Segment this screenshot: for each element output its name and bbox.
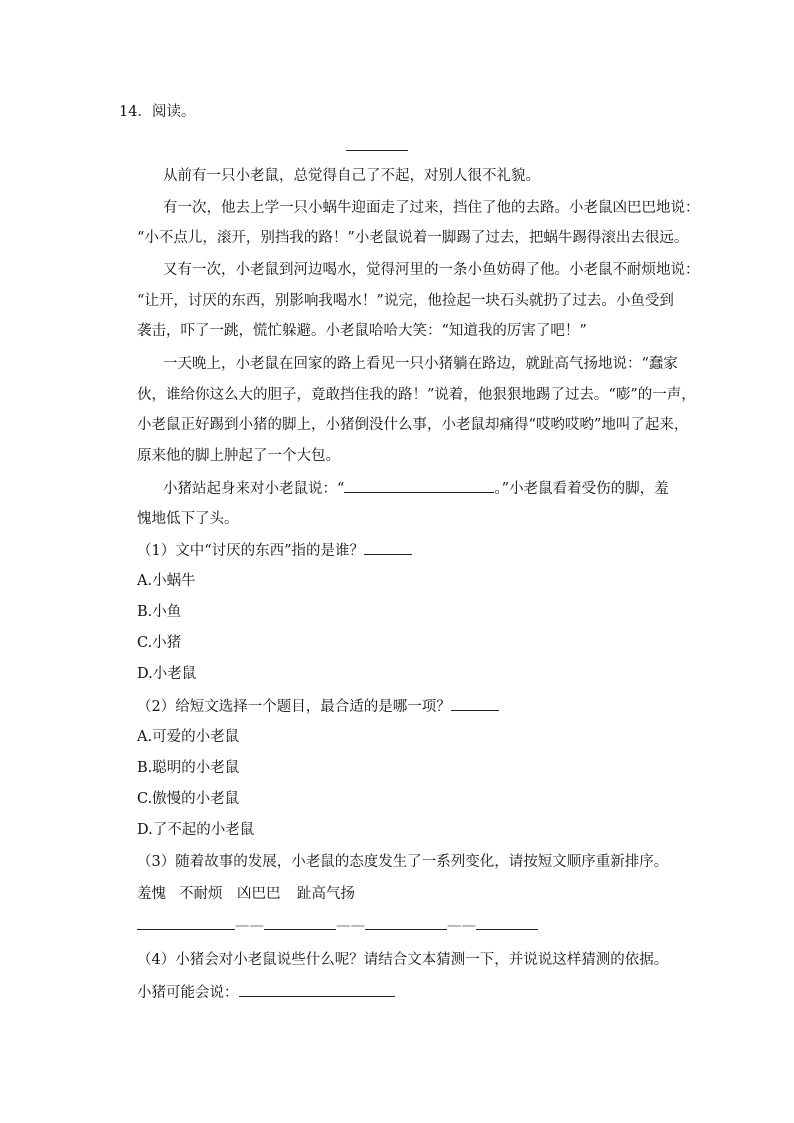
q4-answer-label: 小猪可能会说： — [137, 985, 239, 1001]
story-p5-text-b: 。”小老鼠看着受伤的脚，羞 — [494, 481, 669, 497]
q4-answer-line — [137, 982, 395, 1003]
q1-option-c[interactable]: C.小猪 — [137, 635, 182, 651]
q2-stem — [137, 696, 499, 717]
q2-option-d[interactable]: D.了不起的小老鼠 — [137, 822, 255, 838]
q4-stem: （4）小猪会对小老鼠说些什么呢？请结合文本猜测一下，并说说这样猜测的依据。 — [137, 952, 669, 968]
story-paragraph-3-line-2: “让开，讨厌的东西，别影响我喝水！”说完，他捡起一块石头就扔了过去。小鱼受到 — [137, 293, 674, 309]
q4-answer-blank[interactable] — [239, 982, 395, 997]
q3-blank-3[interactable] — [365, 915, 447, 930]
story-paragraph-2-line-2: “小不点儿，滚开，别挡我的路！”小老鼠说着一脚踢了过去，把蜗牛踢得滚出去很远。 — [137, 230, 689, 246]
q2-option-c[interactable]: C.傲慢的小老鼠 — [137, 791, 240, 807]
q3-stem: （3）随着故事的发展，小老鼠的态度发生了一系列变化，请按短文顺序重新排序。 — [137, 854, 669, 870]
q1-option-d[interactable]: D.小老鼠 — [137, 666, 197, 682]
story-paragraph-5-line-1 — [163, 478, 669, 499]
story-paragraph-4-line-1: 一天晚上，小老鼠在回家的路上看见一只小猪躺在路边，就趾高气扬地说：“蠢家 — [163, 356, 678, 372]
q3-dash-3: —— — [447, 918, 476, 934]
q1-answer-blank[interactable] — [364, 540, 412, 555]
q3-word-4: 趾高气扬 — [297, 886, 355, 902]
story-paragraph-5-line-2: 愧地低下了头。 — [137, 511, 239, 527]
story-p5-text-a: 小猪站起身来对小老鼠说：“ — [163, 481, 345, 497]
q2-option-a[interactable]: A.可爱的小老鼠 — [137, 729, 240, 745]
story-paragraph-3-line-1: 又有一次，小老鼠到河边喝水，觉得河里的一条小鱼妨碍了他。小老鼠不耐烦地说： — [163, 262, 700, 278]
q3-blank-2[interactable] — [264, 915, 336, 930]
q1-option-a[interactable]: A.小蜗牛 — [137, 573, 196, 589]
story-paragraph-4-line-2: 伙，谁给你这么大的胆子，竟敢挡住我的路！”说着，他狠狠地踢了过去。“嘭”的一声， — [137, 387, 696, 403]
q3-dash-2: —— — [336, 918, 365, 934]
story-paragraph-1: 从前有一只小老鼠，总觉得自己了不起，对别人很不礼貌。 — [163, 168, 540, 184]
story-paragraph-4-line-3: 小老鼠正好踢到小猪的脚上，小猪倒没什么事，小老鼠却痛得“哎哟哎哟”地叫了起来， — [137, 417, 689, 433]
q3-dash-1: —— — [235, 918, 264, 934]
story-paragraph-4-line-4: 原来他的脚上肿起了一个大包。 — [137, 448, 340, 464]
q1-stem — [137, 540, 412, 561]
q2-option-b[interactable]: B.聪明的小老鼠 — [137, 760, 240, 776]
q3-sequence-line — [137, 915, 538, 936]
q1-option-b[interactable]: B.小鱼 — [137, 604, 182, 620]
story-paragraph-3-line-3: 袭击，吓了一跳，慌忙躲避。小老鼠哈哈大笑：“知道我的厉害了吧！” — [137, 323, 587, 339]
q2-answer-blank[interactable] — [451, 696, 499, 711]
title-blank[interactable] — [346, 150, 408, 151]
q2-stem-text: （2）给短文选择一个题目，最合适的是哪一项？ — [137, 699, 451, 715]
story-paragraph-2-line-1: 有一次，他去上学一只小蜗牛迎面走了过来，挡住了他的去路。小老鼠凶巴巴地说： — [163, 200, 700, 216]
q3-blank-4[interactable] — [476, 915, 538, 930]
q3-word-1: 羞愧 — [137, 886, 166, 902]
pig-speech-blank[interactable] — [344, 478, 494, 493]
q1-stem-text: （1）文中“讨厌的东西”指的是谁？ — [137, 543, 365, 559]
question-header: 14．阅读。 — [119, 104, 196, 120]
q3-word-3: 凶巴巴 — [237, 886, 281, 902]
q3-blank-1[interactable] — [137, 915, 235, 930]
q3-word-2: 不耐烦 — [179, 886, 223, 902]
